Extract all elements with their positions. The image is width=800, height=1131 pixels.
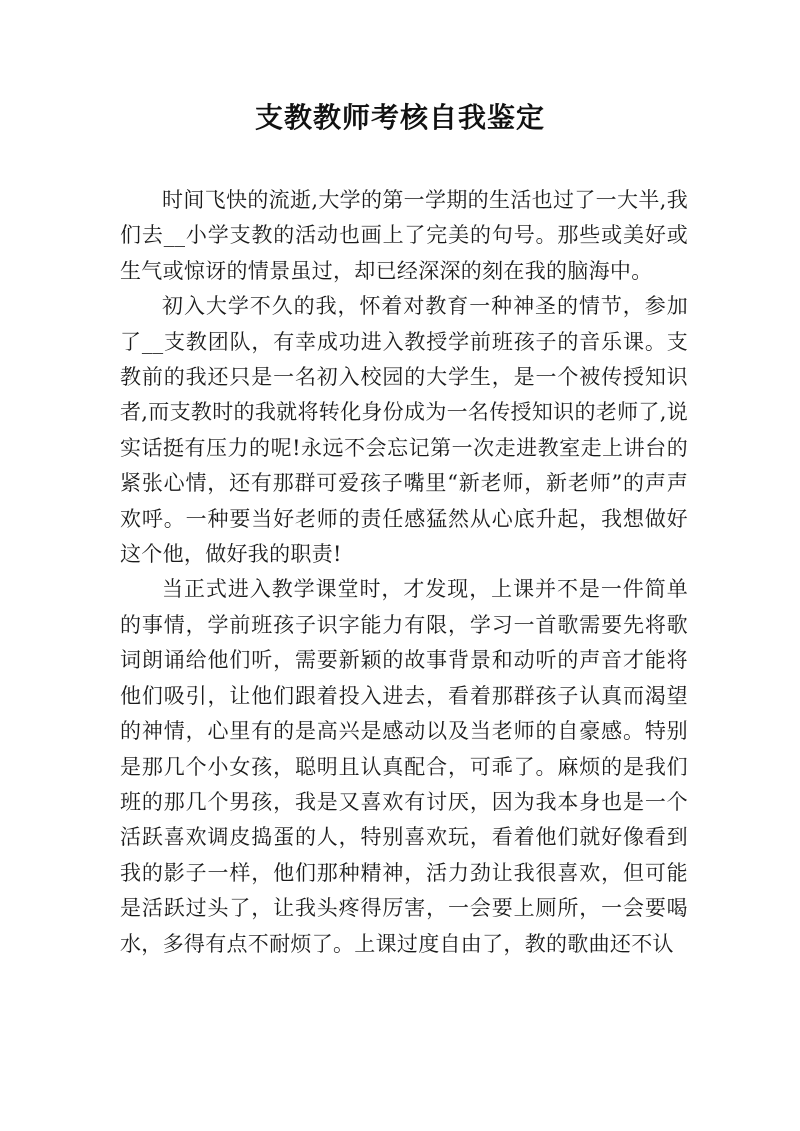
document-body bbox=[120, 183, 688, 962]
paragraph-3: 当正式进入教学课堂时，才发现，上课并不是一件简单的事情，学前班孩子识字能力有限，学习一首歌需要先将歌词朗诵给他们听，需要新颖的故事背景和动听的声音才能将他们吸引，让他们跟着投入进去，看着那群孩子认真而渴望的神情，心里有的是高兴是感动以及当老师的自豪感。特别是那几个小女孩，聪明且认真配合，可乖了。麻烦的是我们班的那几个男孩，我是又喜欢有讨厌，因为我本身也是一个活跃喜欢调皮捣蛋的人，特别喜欢玩，看着他们就好像看到我的影子一样，他们那种精神，活力劲让我很喜欢，但可能是活跃过头了，让我头疼得厉害，一会要上厕所，一会要喝水，多得有点不耐烦了。上课过度自由了，教的歌曲还不认 bbox=[120, 577, 688, 956]
paragraph-2: 初入大学不久的我，怀着对教育一种神圣的情节，参加了__支教团队，有幸成功进入教授学前班孩子的音乐课。支教前的我还只是一名初入校园的大学生，是一个被传授知识者,而支教时的我就将转化身份成为一名传授知识的老师了,说实话挺有压力的呢!永远不会忘记第一次走进教室走上讲台的紧张心情，还有那群可爱孩子嘴里“新老师，新老师”的声声欢呼。一种要当好老师的责任感猛然从心底升起，我想做好这个他，做好我的职责! bbox=[120, 294, 688, 567]
paragraph-1: 时间飞快的流逝,大学的第一学期的生活也过了一大半,我们去__小学支教的活动也画上了完美的句号。那些或美好或生气或惊讶的情景虽过，却已经深深的刻在我的脑海中。 bbox=[120, 188, 688, 283]
document-title: 支教教师考核自我鉴定 bbox=[254, 101, 545, 134]
